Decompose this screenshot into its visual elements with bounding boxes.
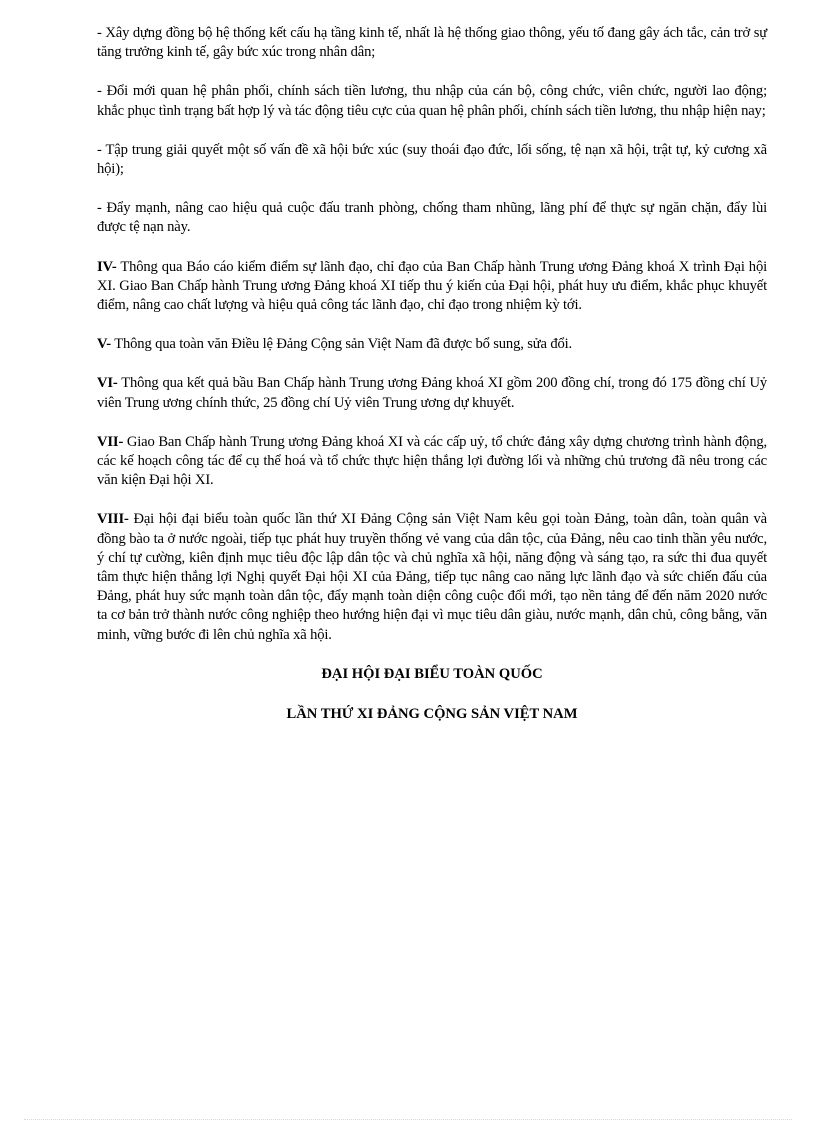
paragraph-distribution-reform: - Đổi mới quan hệ phân phối, chính sách tiền lương, thu nhập của cán bộ, công chức, viên chức, người lao động; khắc phục tình trạng bất hợp lý và tác động tiêu cực của quan hệ phân phối, chính sách tiền lương, thu nhập hiện nay; <box>97 83 767 119</box>
section-number: VI- <box>97 375 118 392</box>
section-number: VII- <box>97 433 124 450</box>
paragraph-anti-corruption: - Đẩy mạnh, nâng cao hiệu quả cuộc đấu tranh phòng, chống tham nhũng, lãng phí để thực sự ngăn chặn, đẩy lùi được tệ nạn này. <box>97 200 767 236</box>
section-number: VIII- <box>97 511 129 528</box>
paragraph-infrastructure: - Xây dựng đồng bộ hệ thống kết cấu hạ tầng kinh tế, nhất là hệ thống giao thông, yếu tố đang gây ách tắc, cản trở sự tăng trưởng kinh tế, gây bức xúc trong nhân dân; <box>97 25 767 61</box>
closing-signature <box>97 665 767 724</box>
section-number: IV- <box>97 258 117 275</box>
section-v: V- Thông qua toàn văn Điều lệ Đảng Cộng sản Việt Nam đã được bổ sung, sửa đổi. <box>97 336 573 353</box>
section-iv: IV- Thông qua Báo cáo kiểm điểm sự lãnh đạo, chỉ đạo của Ban Chấp hành Trung ương Đảng khoá X trình Đại hội XI. Giao Ban Chấp hành Trung ương Đảng khoá XI tiếp thu ý kiến của Đại hội, phát huy ưu điểm, khắc phục khuyết điểm, nâng cao chất lượng và hiệu quả công tác lãnh đạo, chỉ đạo trong nhiệm kỳ tới. <box>97 258 767 314</box>
section-vi: VI- Thông qua kết quả bầu Ban Chấp hành Trung ương Đảng khoá XI gồm 200 đồng chí, trong đó 175 đồng chí Uỷ viên Trung ương chính thức, 25 đồng chí Uỷ viên Trung ương dự khuyết. <box>97 375 767 411</box>
section-viii: VIII- Đại hội đại biểu toàn quốc lần thứ XI Đảng Cộng sản Việt Nam kêu gọi toàn Đảng, toàn dân, toàn quân và đồng bào ta ở nước ngoài, tiếp tục phát huy truyền thống vẻ vang của dân tộc, của Đảng, nêu cao tinh thần yêu nước, ý chí tự cường, kiên định mục tiêu độc lập dân tộc và chủ nghĩa xã hội, năng động và sáng tạo, ra sức thi đua quyết tâm thực hiện thắng lợi Nghị quyết Đại hội XI của Đảng, tiếp tục nâng cao năng lực lãnh đạo và sức chiến đấu của Đảng, phát huy sức mạnh toàn dân tộc, đẩy mạnh toàn diện công cuộc đổi mới, tạo nền tảng để đến năm 2020 nước ta cơ bản trở thành nước công nghiệp theo hướng hiện đại vì mục tiêu dân giàu, nước mạnh, dân chủ, công bằng, văn minh, vững bước đi lên chủ nghĩa xã hội. <box>97 511 767 643</box>
closing-line-1: ĐẠI HỘI ĐẠI BIỂU TOÀN QUỐC <box>321 665 543 682</box>
paragraph-social-issues: - Tập trung giải quyết một số vấn đề xã hội bức xúc (suy thoái đạo đức, lối sống, tệ nạn xã hội, trật tự, kỷ cương xã hội); <box>97 141 767 178</box>
page-divider <box>24 1119 792 1120</box>
section-vii: VII- Giao Ban Chấp hành Trung ương Đảng khoá XI và các cấp uỷ, tổ chức đảng xây dựng chương trình hành động, các kế hoạch công tác để cụ thể hoá và tổ chức thực hiện thắng lợi đường lối và những chủ trương đã nêu trong các văn kiện Đại hội XI. <box>97 433 767 489</box>
closing-line-2: LẦN THỨ XI ĐẢNG CỘNG SẢN VIỆT NAM <box>286 705 578 722</box>
section-number: V- <box>97 336 112 353</box>
document-page <box>97 24 767 745</box>
